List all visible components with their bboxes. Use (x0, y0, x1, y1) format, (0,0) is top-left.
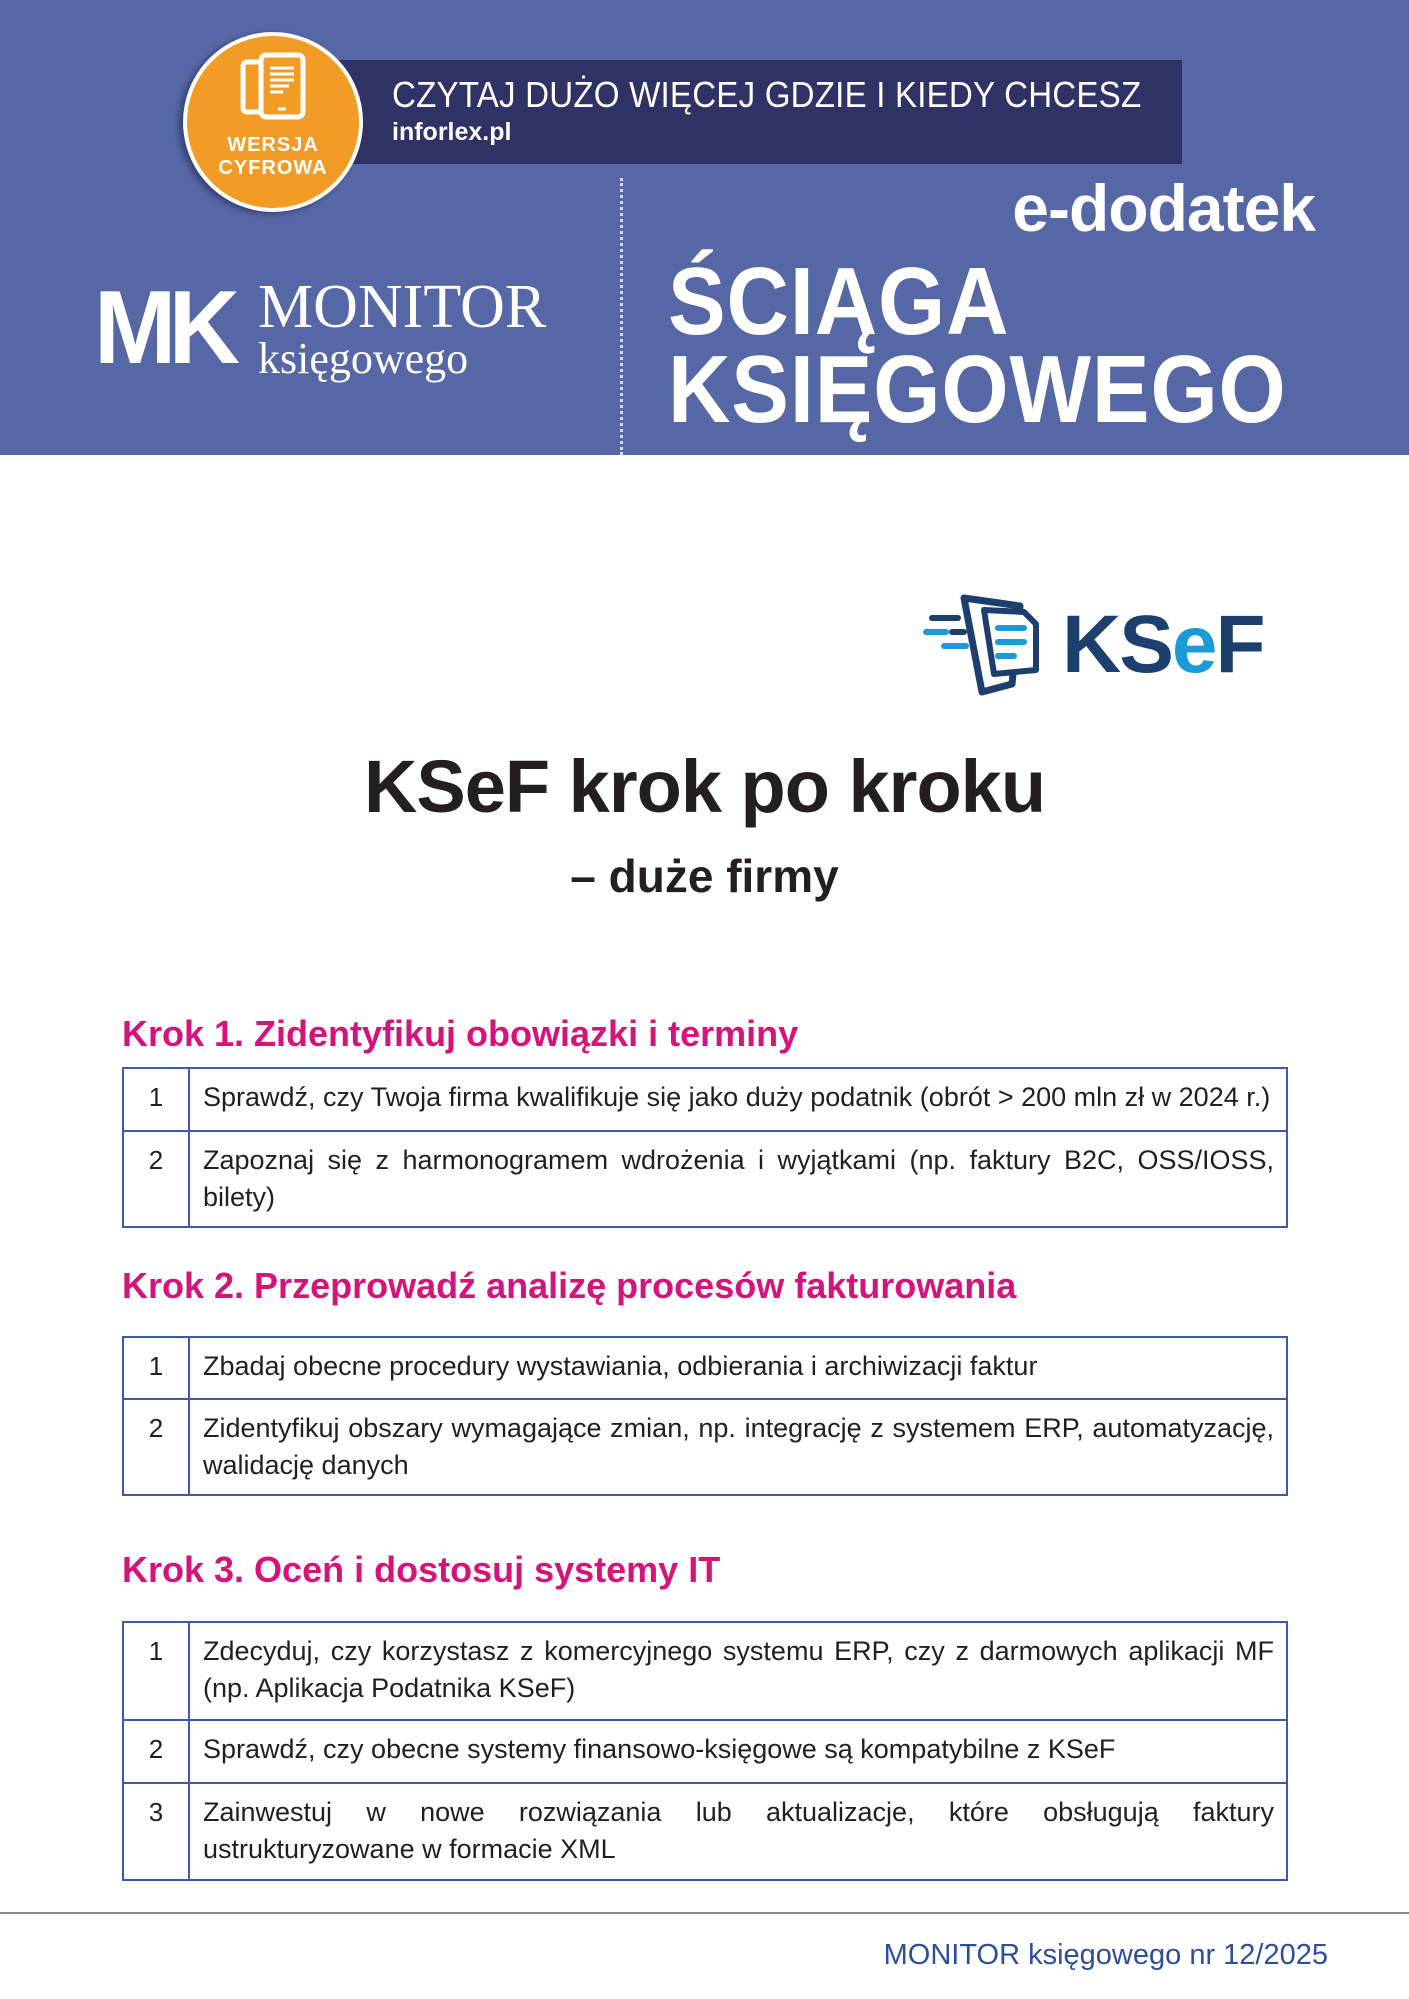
promo-banner-text: CZYTAJ DUŻO WIĘCEJ GDZIE I KIEDY CHCESZ (392, 74, 1142, 115)
page-title: KSeF krok po kroku (363, 745, 1046, 828)
ksef-wordmark (1062, 600, 1264, 690)
row-number: 2 (124, 1132, 190, 1226)
page-subtitle: – duże firmy (570, 850, 839, 902)
table-row (124, 1130, 1286, 1226)
row-text: Zdecyduj, czy korzystasz z komercyjnego systemu ERP, czy z darmowych aplikacji MF (np. Aplikacja Podatnika KSeF) (203, 1636, 1274, 1703)
digital-version-badge[interactable] (183, 32, 363, 212)
promo-banner-link[interactable]: inforlex.pl (392, 118, 512, 146)
ksef-wordmark-accent: e (1171, 599, 1216, 690)
row-text: Zbadaj obecne procedury wystawiania, odbierania i archiwizacji faktur (203, 1351, 1038, 1381)
step-2-table (122, 1336, 1288, 1496)
publication-title (668, 248, 1287, 443)
step-1-heading: Krok 1. Zidentyfikuj obowiązki i terminy (122, 1013, 799, 1054)
row-number: 1 (124, 1338, 190, 1398)
table-row (124, 1398, 1286, 1494)
row-text: Sprawdź, czy Twoja firma kwalifikuje się jako duży podatnik (obrót > 200 mln zł w 2024 r.) (203, 1082, 1271, 1112)
table-row (124, 1623, 1286, 1719)
row-text: Zapoznaj się z harmonogramem wdrożenia i wyjątkami (np. faktury B2C, OSS/IOSS, bilety) (203, 1145, 1274, 1212)
brand-name-bottom: księgowego (258, 334, 469, 383)
publication-title-line-2: KSIĘGOWEGO (668, 336, 1287, 443)
row-text: Zidentyfikuj obszary wymagające zmian, np. integrację z systemem ERP, automatyzację, walidację danych (203, 1413, 1274, 1480)
row-text: Sprawdź, czy obecne systemy finansowo-księgowe są kompatybilne z KSeF (203, 1734, 1116, 1764)
row-number: 2 (124, 1721, 190, 1782)
row-text: Zainwestuj w nowe rozwiązania lub aktualizacje, które obsługują faktury ustrukturyzowane w formacie XML (203, 1797, 1274, 1864)
row-number: 1 (124, 1623, 190, 1719)
supplement-label: e-dodatek (1012, 171, 1315, 245)
footer-issue-label: MONITOR księgowego nr 12/2025 (883, 1939, 1328, 1971)
step-3-table (122, 1621, 1288, 1881)
ksef-wordmark-prefix: KS (1062, 599, 1172, 690)
table-row (124, 1338, 1286, 1398)
invoice-document-icon (912, 588, 1052, 698)
step-2-heading: Krok 2. Przeprowadź analizę procesów fakturowania (122, 1265, 1017, 1306)
ksef-wordmark-suffix: F (1215, 599, 1264, 690)
header-band (0, 0, 1409, 455)
table-row (124, 1069, 1286, 1130)
brand-name-top: MONITOR (258, 273, 547, 341)
table-row (124, 1782, 1286, 1879)
footer-divider (0, 1912, 1409, 1914)
tablet-phone-icon (239, 52, 311, 124)
ksef-logo (912, 588, 1272, 698)
step-3-heading: Krok 3. Oceń i dostosuj systemy IT (122, 1549, 721, 1590)
badge-line-2: CYFROWA (218, 157, 328, 179)
brand-mark: MK (94, 270, 233, 386)
row-number: 3 (124, 1784, 190, 1879)
table-row (124, 1719, 1286, 1782)
publication-title-line-1: ŚCIĄGA (668, 248, 1010, 355)
step-1-table (122, 1067, 1288, 1228)
badge-line-1: WERSJA (227, 134, 319, 156)
row-number: 1 (124, 1069, 190, 1130)
row-number: 2 (124, 1400, 190, 1494)
header-divider (620, 178, 623, 455)
